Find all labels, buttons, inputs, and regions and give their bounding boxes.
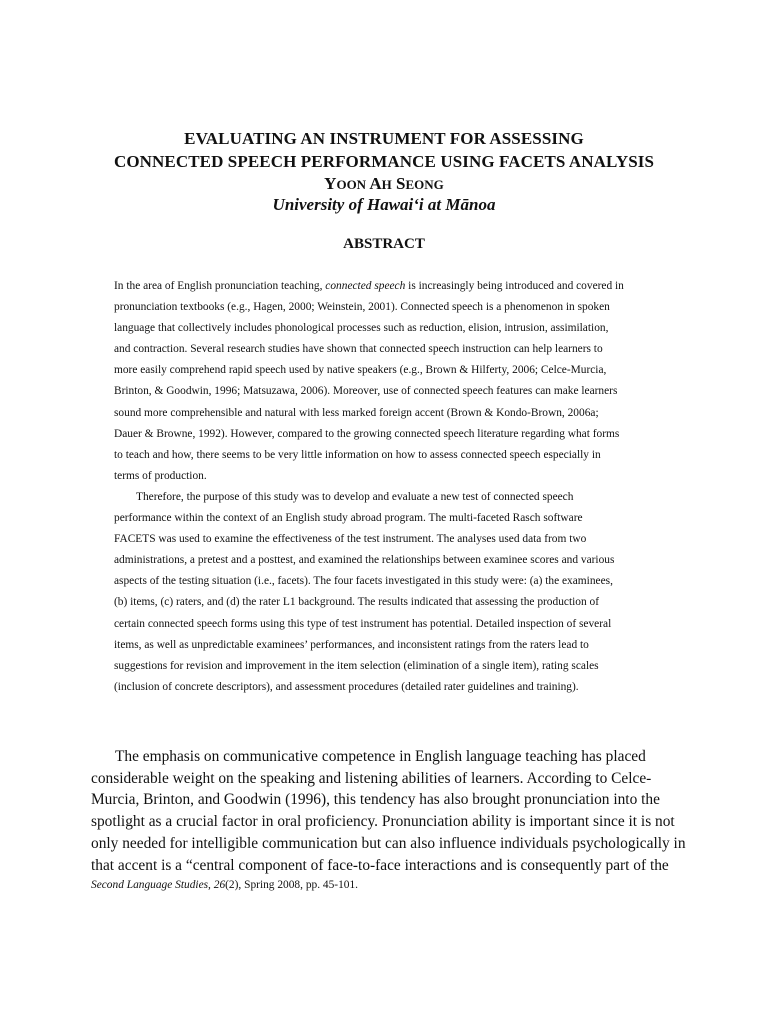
body-line: that accent is a “central component of face-to-face interactions and is consequently part of the <box>91 856 669 874</box>
citation-footer <box>91 879 358 891</box>
abstract-p1-line: terms of production. <box>114 469 207 482</box>
abstract-p1-line <box>114 276 684 297</box>
journal-name: Second Language Studies, 26 <box>91 879 226 891</box>
author-affiliation: University of Hawai‘i at Mānoa <box>272 195 496 214</box>
abstract-p1-line-1-post: is increasingly being introduced and covered in <box>405 280 624 292</box>
abstract-p1-line: sound more comprehensible and natural with less marked foreign accent (Brown & Kondo-Brown, 2006a; <box>114 406 599 419</box>
citation-details: (2), Spring 2008, pp. 45-101. <box>225 879 359 891</box>
body-line: Murcia, Brinton, and Goodwin (1996), this tendency has also brought pronunciation into the <box>91 791 660 809</box>
author-rest-s: EONG <box>405 177 444 192</box>
author-initial-a: A <box>369 174 382 193</box>
author-initial-y: Y <box>324 174 337 193</box>
paper-title-line-1: EVALUATING AN INSTRUMENT FOR ASSESSING <box>184 129 584 148</box>
author-rest-y: OON <box>336 177 367 192</box>
abstract-p1-line: and contraction. Several research studies have shown that connected speech instruction can help learners to <box>114 343 603 356</box>
abstract-p2-line: suggestions for revision and improvement in the item selection (elimination of a single item), rating scales <box>114 659 599 672</box>
paper-title-line-2: CONNECTED SPEECH PERFORMANCE USING FACETS ANALYSIS <box>113 152 655 171</box>
abstract-p1-line-1-emphasis: connected speech <box>325 280 406 292</box>
body-paragraph <box>91 746 686 876</box>
abstract-p1-line: more easily comprehend rapid speech used by native speakers (e.g., Brown & Hilferty, 2006; Celce-Murcia, <box>114 364 607 377</box>
abstract-p1-line: to teach and how, there seems to be very little information on how to assess connected speech especially in <box>114 448 601 461</box>
abstract-p2-line: (b) items, (c) raters, and (d) the rater L1 background. The results indicated that assessing the production of <box>114 596 600 609</box>
abstract-paragraph-1 <box>114 276 684 487</box>
abstract-p1-line: Dauer & Browne, 1992). However, compared to the growing connected speech literature regarding what forms <box>114 427 620 440</box>
abstract-p2-line: FACETS was used to examine the effectiveness of the test instrument. The analyses used data from two <box>114 533 587 546</box>
author-rest-a: H <box>381 177 392 192</box>
abstract-paragraph-2 <box>114 487 684 698</box>
abstract-p1-line: Brinton, & Goodwin, 1996; Matsuzawa, 2006). Moreover, use of connected speech features can make learners <box>114 385 618 398</box>
abstract-p2-line: items, as well as unpredictable examinees’ performances, and inconsistent ratings from the raters lead to <box>114 638 589 651</box>
abstract-p2-line: (inclusion of concrete descriptors), and assessment procedures (detailed rater guidelines and training). <box>114 680 579 693</box>
abstract-heading: ABSTRACT <box>343 236 425 252</box>
body-line: The emphasis on communicative competence in English language teaching has placed <box>115 748 646 765</box>
author-initial-s: S <box>396 174 406 193</box>
body-line: only needed for intelligible communication but can also influence individuals psychologically in <box>91 834 686 852</box>
abstract-p2-line: Therefore, the purpose of this study was to develop and evaluate a new test of connected speech <box>136 490 574 503</box>
abstract-p2-line: aspects of the testing situation (i.e., facets). The four facets investigated in this study were: (a) the examinees, <box>114 575 613 588</box>
abstract-p1-line-1-pre: In the area of English pronunciation teaching, <box>114 280 326 292</box>
abstract-p2-line: administrations, a pretest and a posttest, and examined the relationships between examinee scores and various <box>114 554 615 567</box>
abstract-body <box>114 276 684 698</box>
abstract-p1-line: language that collectively includes phonological processes such as reduction, elision, intrusion, assimilation, <box>114 322 609 335</box>
abstract-p2-line: certain connected speech forms using this type of test instrument has potential. Detailed inspection of several <box>114 617 612 630</box>
body-line: spotlight as a crucial factor in oral proficiency. Pronunciation ability is important since it is not <box>91 813 675 831</box>
author-name <box>0 174 768 194</box>
abstract-p2-line: performance within the context of an English study abroad program. The multi-faceted Rasch software <box>114 512 583 525</box>
abstract-p1-line: pronunciation textbooks (e.g., Hagen, 2000; Weinstein, 2001). Connected speech is a phenomenon in spoken <box>114 301 610 314</box>
body-line: considerable weight on the speaking and listening abilities of learners. According to Celce- <box>91 769 652 787</box>
